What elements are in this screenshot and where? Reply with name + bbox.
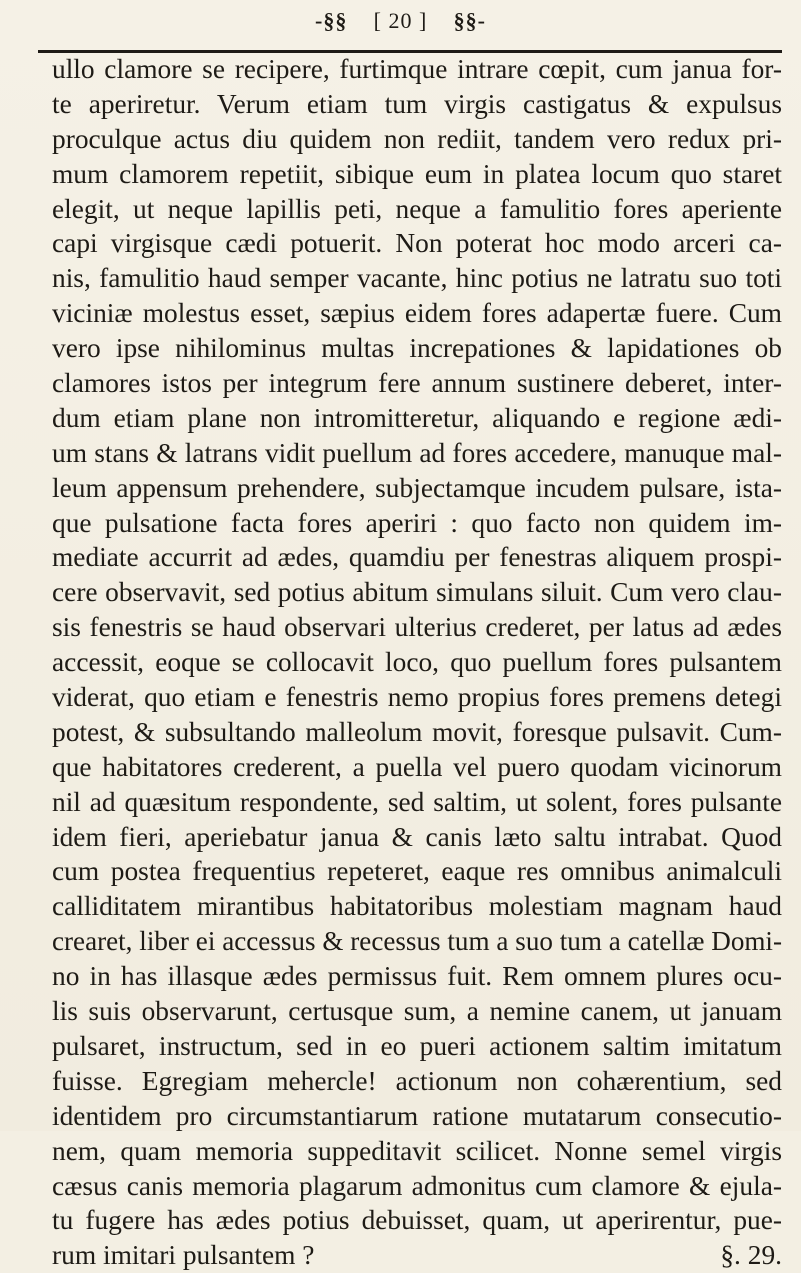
catchword: §. 29. (720, 1240, 782, 1271)
text-line: viderat, quo etiam e fenestris nemo propius fores premens detegi (52, 682, 782, 713)
text-line: capi virgisque cædi potuerit. Non poterat hoc modo arceri ca- (52, 228, 782, 259)
text-line: calliditatem mirantibus habitatoribus molestiam magnam haud (52, 891, 782, 922)
text-line: nem, quam memoria suppeditavit scilicet. Nonne semel virgis (52, 1135, 782, 1166)
header-ornament-right: §§- (453, 8, 486, 33)
text-line: que habitatores crederent, a puella vel puero quodam vicinorum (52, 751, 782, 782)
text-line: clamores istos per integrum fere annum sustinere deberet, inter- (52, 368, 782, 399)
text-line: cæsus canis memoria plagarum admonitus cum clamore & ejula- (52, 1170, 782, 1201)
text-line: um stans & latrans vidit puellum ad fores accedere, manuque mal- (52, 437, 782, 468)
text-line: viciniæ molestus esset, sæpius eidem fores adapertæ fuere. Cum (52, 298, 782, 329)
running-header (0, 8, 801, 48)
page-number: [ 20 ] (373, 8, 428, 33)
text-line: que pulsatione facta fores aperiri : quo facto non quidem im- (52, 507, 782, 538)
text-line: cum postea frequentius repeteret, eaque res omnibus animalculi (52, 856, 782, 887)
text-line: mediate accurrit ad ædes, quamdiu per fenestras aliquem prospi- (52, 542, 782, 573)
header-ornament-left: -§§ (315, 8, 348, 33)
text-line: mum clamorem repetiit, sibique eum in platea locum quo staret (52, 158, 782, 189)
text-line: tu fugere has ædes potius debuisset, quam, ut aperirentur, pue- (52, 1205, 782, 1236)
text-line: cere observavit, sed potius abitum simulans siluit. Cum vero clau- (52, 577, 782, 608)
text-line: no in has illasque ædes permissus fuit. Rem omnem plures ocu- (52, 961, 782, 992)
text-line-last (52, 1238, 782, 1273)
text-line: accessit, eoque se collocavit loco, quo puellum fores pulsantem (52, 647, 782, 678)
text-line: sis fenestris se haud observari ulterius crederet, per latus ad ædes (52, 612, 782, 643)
text-line: idem fieri, aperiebatur janua & canis læto saltu intrabat. Quod (52, 821, 782, 852)
body-text (52, 52, 782, 1273)
text-line: elegit, ut neque lapillis peti, neque a famulitio fores aperiente (52, 193, 782, 224)
text-line: proculque actus diu quidem non rediit, tandem vero redux pri- (52, 123, 782, 154)
text-line: vero ipse nihilominus multas increpationes & lapidationes ob (52, 333, 782, 364)
last-line-text: rum imitari pulsantem ? (52, 1240, 315, 1271)
text-line: leum appensum prehendere, subjectamque incudem pulsare, ista- (52, 472, 782, 503)
text-line: lis suis observarunt, certusque sum, a nemine canem, ut januam (52, 996, 782, 1027)
text-line: fuisse. Egregiam mehercle! actionum non cohærentium, sed (52, 1065, 782, 1096)
text-line: identidem pro circumstantiarum ratione mutatarum consecutio- (52, 1100, 782, 1131)
text-line: te aperiretur. Verum etiam tum virgis castigatus & expulsus (52, 88, 782, 119)
text-line: nil ad quæsitum respondente, sed saltim, ut solent, fores pulsante (52, 786, 782, 817)
text-line: potest, & subsultando malleolum movit, foresque pulsavit. Cum- (52, 716, 782, 747)
text-line: dum etiam plane non intromitteretur, aliquando e regione ædi- (52, 402, 782, 433)
text-line: crearet, liber ei accessus & recessus tum a suo tum a catellæ Domi- (52, 926, 782, 957)
text-line: nis, famulitio haud semper vacante, hinc potius ne latratu suo toti (52, 263, 782, 294)
text-line: pulsaret, instructum, sed in eo pueri actionem saltim imitatum (52, 1030, 782, 1061)
text-line: ullo clamore se recipere, furtimque intrare cœpit, cum janua for- (52, 54, 782, 84)
